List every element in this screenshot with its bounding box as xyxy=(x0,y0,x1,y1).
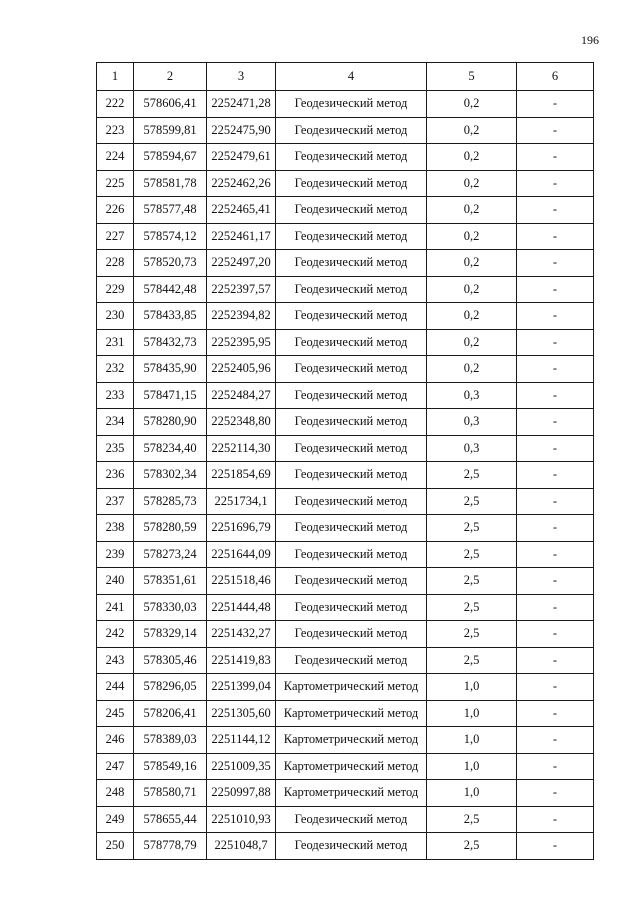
y-coordinate-cell: 2252394,82 xyxy=(207,303,276,330)
column-header-2: 2 xyxy=(134,63,207,91)
y-coordinate-cell: 2251644,09 xyxy=(207,541,276,568)
point-number-cell: 239 xyxy=(97,541,134,568)
method-cell: Геодезический метод xyxy=(276,197,427,224)
point-number-cell: 222 xyxy=(97,91,134,118)
method-cell: Геодезический метод xyxy=(276,144,427,171)
accuracy-cell: 1,0 xyxy=(427,674,517,701)
column-header-1: 1 xyxy=(97,63,134,91)
description-cell: - xyxy=(517,727,594,754)
table-row xyxy=(97,700,594,727)
method-cell: Геодезический метод xyxy=(276,117,427,144)
point-number-cell: 244 xyxy=(97,674,134,701)
table-row xyxy=(97,806,594,833)
table-row xyxy=(97,462,594,489)
method-cell: Картометрический метод xyxy=(276,727,427,754)
accuracy-cell: 2,5 xyxy=(427,806,517,833)
x-coordinate-cell: 578280,59 xyxy=(134,515,207,542)
column-header-5: 5 xyxy=(427,63,517,91)
x-coordinate-cell: 578471,15 xyxy=(134,382,207,409)
y-coordinate-cell: 2252462,26 xyxy=(207,170,276,197)
table-row xyxy=(97,833,594,860)
table-row xyxy=(97,568,594,595)
y-coordinate-cell: 2251399,04 xyxy=(207,674,276,701)
table-row xyxy=(97,647,594,674)
accuracy-cell: 1,0 xyxy=(427,780,517,807)
x-coordinate-cell: 578442,48 xyxy=(134,276,207,303)
y-coordinate-cell: 2252405,96 xyxy=(207,356,276,383)
table-row xyxy=(97,144,594,171)
accuracy-cell: 0,2 xyxy=(427,223,517,250)
accuracy-cell: 0,3 xyxy=(427,435,517,462)
x-coordinate-cell: 578296,05 xyxy=(134,674,207,701)
point-number-cell: 243 xyxy=(97,647,134,674)
accuracy-cell: 2,5 xyxy=(427,488,517,515)
x-coordinate-cell: 578574,12 xyxy=(134,223,207,250)
accuracy-cell: 1,0 xyxy=(427,753,517,780)
point-number-cell: 242 xyxy=(97,621,134,648)
x-coordinate-cell: 578206,41 xyxy=(134,700,207,727)
x-coordinate-cell: 578273,24 xyxy=(134,541,207,568)
x-coordinate-cell: 578302,34 xyxy=(134,462,207,489)
point-number-cell: 241 xyxy=(97,594,134,621)
y-coordinate-cell: 2252465,41 xyxy=(207,197,276,224)
x-coordinate-cell: 578305,46 xyxy=(134,647,207,674)
accuracy-cell: 0,2 xyxy=(427,303,517,330)
description-cell: - xyxy=(517,488,594,515)
x-coordinate-cell: 578330,03 xyxy=(134,594,207,621)
table-row xyxy=(97,117,594,144)
description-cell: - xyxy=(517,197,594,224)
y-coordinate-cell: 2251696,79 xyxy=(207,515,276,542)
y-coordinate-cell: 2251144,12 xyxy=(207,727,276,754)
method-cell: Геодезический метод xyxy=(276,250,427,277)
x-coordinate-cell: 578351,61 xyxy=(134,568,207,595)
point-number-cell: 229 xyxy=(97,276,134,303)
point-number-cell: 249 xyxy=(97,806,134,833)
x-coordinate-cell: 578655,44 xyxy=(134,806,207,833)
method-cell: Геодезический метод xyxy=(276,435,427,462)
x-coordinate-cell: 578329,14 xyxy=(134,621,207,648)
table-row xyxy=(97,594,594,621)
point-number-cell: 248 xyxy=(97,780,134,807)
description-cell: - xyxy=(517,780,594,807)
point-number-cell: 234 xyxy=(97,409,134,436)
table-row xyxy=(97,780,594,807)
x-coordinate-cell: 578599,81 xyxy=(134,117,207,144)
description-cell: - xyxy=(517,462,594,489)
accuracy-cell: 1,0 xyxy=(427,700,517,727)
description-cell: - xyxy=(517,647,594,674)
description-cell: - xyxy=(517,409,594,436)
table-row xyxy=(97,223,594,250)
y-coordinate-cell: 2251009,35 xyxy=(207,753,276,780)
method-cell: Геодезический метод xyxy=(276,462,427,489)
x-coordinate-cell: 578577,48 xyxy=(134,197,207,224)
description-cell: - xyxy=(517,276,594,303)
point-number-cell: 250 xyxy=(97,833,134,860)
accuracy-cell: 0,2 xyxy=(427,170,517,197)
description-cell: - xyxy=(517,541,594,568)
x-coordinate-cell: 578435,90 xyxy=(134,356,207,383)
method-cell: Геодезический метод xyxy=(276,488,427,515)
description-cell: - xyxy=(517,250,594,277)
description-cell: - xyxy=(517,568,594,595)
description-cell: - xyxy=(517,833,594,860)
method-cell: Геодезический метод xyxy=(276,594,427,621)
method-cell: Геодезический метод xyxy=(276,329,427,356)
description-cell: - xyxy=(517,170,594,197)
point-number-cell: 235 xyxy=(97,435,134,462)
table-row xyxy=(97,382,594,409)
x-coordinate-cell: 578389,03 xyxy=(134,727,207,754)
y-coordinate-cell: 2252479,61 xyxy=(207,144,276,171)
method-cell: Геодезический метод xyxy=(276,356,427,383)
description-cell: - xyxy=(517,91,594,118)
accuracy-cell: 2,5 xyxy=(427,594,517,621)
method-cell: Геодезический метод xyxy=(276,515,427,542)
method-cell: Геодезический метод xyxy=(276,647,427,674)
table-header-row xyxy=(97,63,594,91)
column-header-3: 3 xyxy=(207,63,276,91)
y-coordinate-cell: 2251518,46 xyxy=(207,568,276,595)
description-cell: - xyxy=(517,435,594,462)
accuracy-cell: 0,2 xyxy=(427,197,517,224)
point-number-cell: 227 xyxy=(97,223,134,250)
method-cell: Геодезический метод xyxy=(276,223,427,250)
accuracy-cell: 0,3 xyxy=(427,382,517,409)
accuracy-cell: 0,2 xyxy=(427,144,517,171)
y-coordinate-cell: 2252114,30 xyxy=(207,435,276,462)
accuracy-cell: 0,2 xyxy=(427,356,517,383)
x-coordinate-cell: 578580,71 xyxy=(134,780,207,807)
y-coordinate-cell: 2251854,69 xyxy=(207,462,276,489)
accuracy-cell: 2,5 xyxy=(427,568,517,595)
y-coordinate-cell: 2251734,1 xyxy=(207,488,276,515)
table-body xyxy=(97,63,594,860)
coordinates-table xyxy=(96,62,594,860)
accuracy-cell: 0,2 xyxy=(427,117,517,144)
point-number-cell: 228 xyxy=(97,250,134,277)
accuracy-cell: 2,5 xyxy=(427,621,517,648)
accuracy-cell: 0,3 xyxy=(427,409,517,436)
accuracy-cell: 2,5 xyxy=(427,541,517,568)
accuracy-cell: 0,2 xyxy=(427,276,517,303)
point-number-cell: 247 xyxy=(97,753,134,780)
table-row xyxy=(97,303,594,330)
method-cell: Геодезический метод xyxy=(276,621,427,648)
table-row xyxy=(97,276,594,303)
table-row xyxy=(97,250,594,277)
method-cell: Геодезический метод xyxy=(276,276,427,303)
method-cell: Картометрический метод xyxy=(276,753,427,780)
description-cell: - xyxy=(517,621,594,648)
x-coordinate-cell: 578520,73 xyxy=(134,250,207,277)
description-cell: - xyxy=(517,753,594,780)
y-coordinate-cell: 2250997,88 xyxy=(207,780,276,807)
point-number-cell: 240 xyxy=(97,568,134,595)
method-cell: Геодезический метод xyxy=(276,806,427,833)
accuracy-cell: 0,2 xyxy=(427,250,517,277)
method-cell: Геодезический метод xyxy=(276,833,427,860)
point-number-cell: 233 xyxy=(97,382,134,409)
description-cell: - xyxy=(517,515,594,542)
description-cell: - xyxy=(517,674,594,701)
description-cell: - xyxy=(517,356,594,383)
table-row xyxy=(97,621,594,648)
x-coordinate-cell: 578581,78 xyxy=(134,170,207,197)
accuracy-cell: 2,5 xyxy=(427,462,517,489)
point-number-cell: 230 xyxy=(97,303,134,330)
method-cell: Картометрический метод xyxy=(276,780,427,807)
point-number-cell: 236 xyxy=(97,462,134,489)
description-cell: - xyxy=(517,806,594,833)
x-coordinate-cell: 578778,79 xyxy=(134,833,207,860)
table-row xyxy=(97,727,594,754)
point-number-cell: 224 xyxy=(97,144,134,171)
x-coordinate-cell: 578285,73 xyxy=(134,488,207,515)
y-coordinate-cell: 2252471,28 xyxy=(207,91,276,118)
table-row xyxy=(97,197,594,224)
description-cell: - xyxy=(517,700,594,727)
method-cell: Картометрический метод xyxy=(276,674,427,701)
method-cell: Геодезический метод xyxy=(276,170,427,197)
y-coordinate-cell: 2251048,7 xyxy=(207,833,276,860)
table-row xyxy=(97,91,594,118)
method-cell: Геодезический метод xyxy=(276,382,427,409)
x-coordinate-cell: 578280,90 xyxy=(134,409,207,436)
point-number-cell: 225 xyxy=(97,170,134,197)
y-coordinate-cell: 2251305,60 xyxy=(207,700,276,727)
accuracy-cell: 2,5 xyxy=(427,647,517,674)
table-row xyxy=(97,674,594,701)
x-coordinate-cell: 578594,67 xyxy=(134,144,207,171)
y-coordinate-cell: 2252348,80 xyxy=(207,409,276,436)
y-coordinate-cell: 2251010,93 xyxy=(207,806,276,833)
point-number-cell: 226 xyxy=(97,197,134,224)
y-coordinate-cell: 2251432,27 xyxy=(207,621,276,648)
description-cell: - xyxy=(517,329,594,356)
y-coordinate-cell: 2252497,20 xyxy=(207,250,276,277)
table-row xyxy=(97,170,594,197)
point-number-cell: 245 xyxy=(97,700,134,727)
y-coordinate-cell: 2251444,48 xyxy=(207,594,276,621)
table-row xyxy=(97,488,594,515)
table-row xyxy=(97,753,594,780)
description-cell: - xyxy=(517,382,594,409)
point-number-cell: 238 xyxy=(97,515,134,542)
x-coordinate-cell: 578234,40 xyxy=(134,435,207,462)
y-coordinate-cell: 2252484,27 xyxy=(207,382,276,409)
description-cell: - xyxy=(517,144,594,171)
table-row xyxy=(97,409,594,436)
method-cell: Геодезический метод xyxy=(276,303,427,330)
table-row xyxy=(97,515,594,542)
x-coordinate-cell: 578432,73 xyxy=(134,329,207,356)
description-cell: - xyxy=(517,303,594,330)
y-coordinate-cell: 2252397,57 xyxy=(207,276,276,303)
accuracy-cell: 0,2 xyxy=(427,91,517,118)
accuracy-cell: 1,0 xyxy=(427,727,517,754)
description-cell: - xyxy=(517,594,594,621)
y-coordinate-cell: 2252395,95 xyxy=(207,329,276,356)
y-coordinate-cell: 2251419,83 xyxy=(207,647,276,674)
method-cell: Геодезический метод xyxy=(276,91,427,118)
accuracy-cell: 2,5 xyxy=(427,833,517,860)
point-number-cell: 223 xyxy=(97,117,134,144)
column-header-6: 6 xyxy=(517,63,594,91)
x-coordinate-cell: 578433,85 xyxy=(134,303,207,330)
accuracy-cell: 2,5 xyxy=(427,515,517,542)
table-row xyxy=(97,329,594,356)
table-row xyxy=(97,541,594,568)
method-cell: Геодезический метод xyxy=(276,541,427,568)
point-number-cell: 231 xyxy=(97,329,134,356)
y-coordinate-cell: 2252475,90 xyxy=(207,117,276,144)
point-number-cell: 232 xyxy=(97,356,134,383)
accuracy-cell: 0,2 xyxy=(427,329,517,356)
description-cell: - xyxy=(517,117,594,144)
point-number-cell: 246 xyxy=(97,727,134,754)
method-cell: Геодезический метод xyxy=(276,568,427,595)
column-header-4: 4 xyxy=(276,63,427,91)
table-row xyxy=(97,435,594,462)
x-coordinate-cell: 578549,16 xyxy=(134,753,207,780)
description-cell: - xyxy=(517,223,594,250)
x-coordinate-cell: 578606,41 xyxy=(134,91,207,118)
point-number-cell: 237 xyxy=(97,488,134,515)
table-row xyxy=(97,356,594,383)
y-coordinate-cell: 2252461,17 xyxy=(207,223,276,250)
page-number: 196 xyxy=(581,33,599,47)
method-cell: Картометрический метод xyxy=(276,700,427,727)
method-cell: Геодезический метод xyxy=(276,409,427,436)
